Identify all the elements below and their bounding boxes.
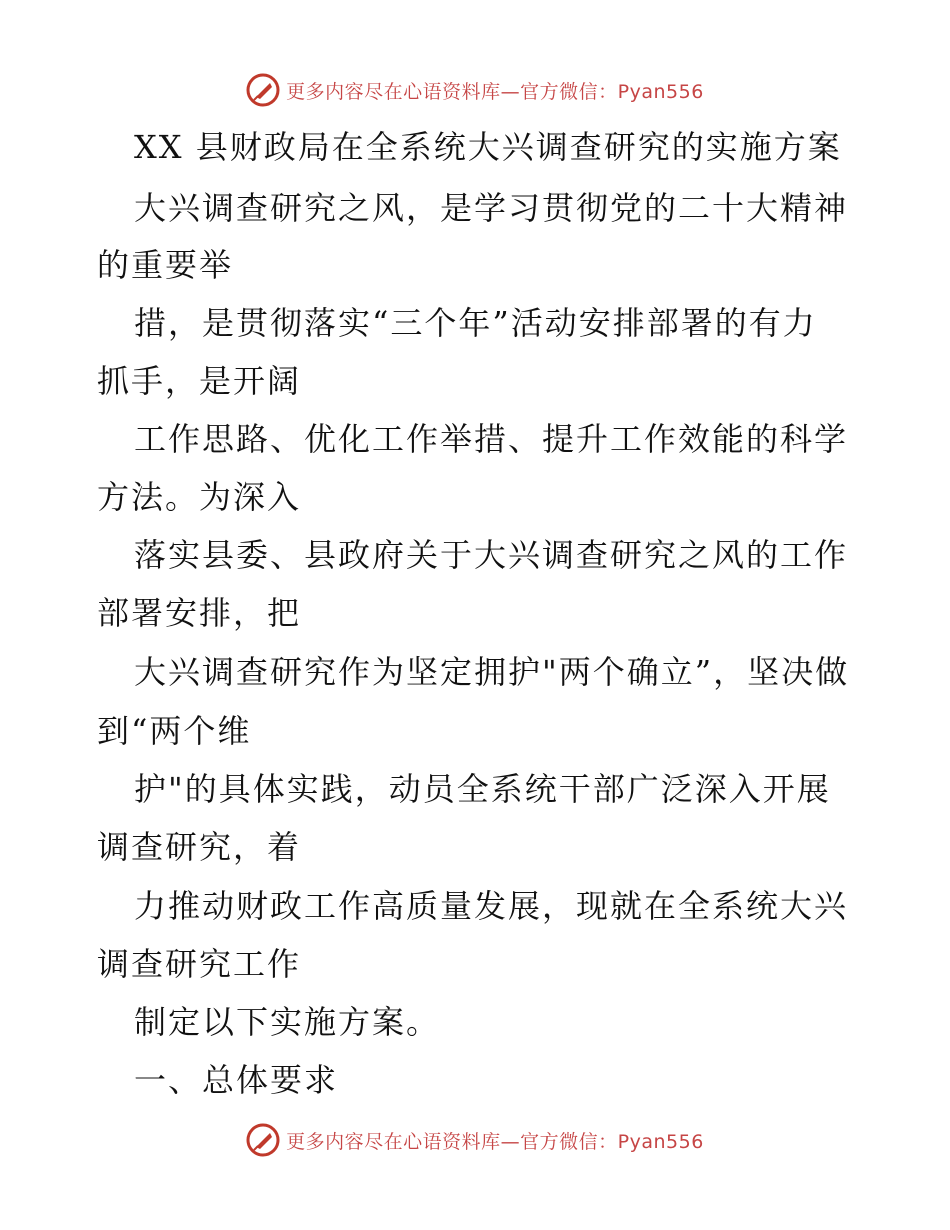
- paragraph-line: 到“两个维: [97, 712, 252, 750]
- paragraph-line: 措，是贯彻落实“三个年”活动安排部署的有力: [134, 304, 817, 342]
- paragraph-line: 方法。为深入: [97, 478, 302, 516]
- paragraph-line: 落实县委、县政府关于大兴调查研究之风的工作: [134, 536, 849, 574]
- paragraph-line: 大兴调查研究作为坚定拥护"两个确立”，坚决做: [134, 653, 850, 691]
- section-heading: 一、总体要求: [134, 1061, 339, 1099]
- watermark-text: 更多内容尽在心语资料库—官方微信：Pyan556: [286, 1130, 704, 1153]
- paragraph-line: 力推动财政工作高质量发展，现就在全系统大兴: [134, 887, 849, 925]
- quill-logo-icon: [246, 1123, 280, 1157]
- paragraph-line: 大兴调查研究之风，是学习贯彻党的二十大精神: [134, 189, 849, 227]
- paragraph-line: 抓手，是开阔: [97, 362, 302, 400]
- watermark-banner-bottom: [0, 1120, 950, 1160]
- paragraph-line: 工作思路、优化工作举措、提升工作效能的科学: [134, 420, 849, 458]
- watermark-text: 更多内容尽在心语资料库—官方微信：Pyan556: [286, 80, 704, 103]
- document-title: XX 县财政局在全系统大兴调查研究的实施方案: [134, 128, 842, 166]
- paragraph-line: 的重要举: [97, 246, 234, 284]
- quill-logo-icon: [246, 73, 280, 107]
- paragraph-line: 部署安排，把: [97, 594, 302, 632]
- paragraph-line: 调查研究工作: [97, 945, 302, 983]
- watermark-banner-top: [0, 70, 950, 110]
- paragraph-line: 调查研究，着: [97, 828, 302, 866]
- paragraph-line: 制定以下实施方案。: [134, 1003, 441, 1041]
- paragraph-line: 护"的具体实践，动员全系统干部广泛深入开展: [134, 770, 831, 808]
